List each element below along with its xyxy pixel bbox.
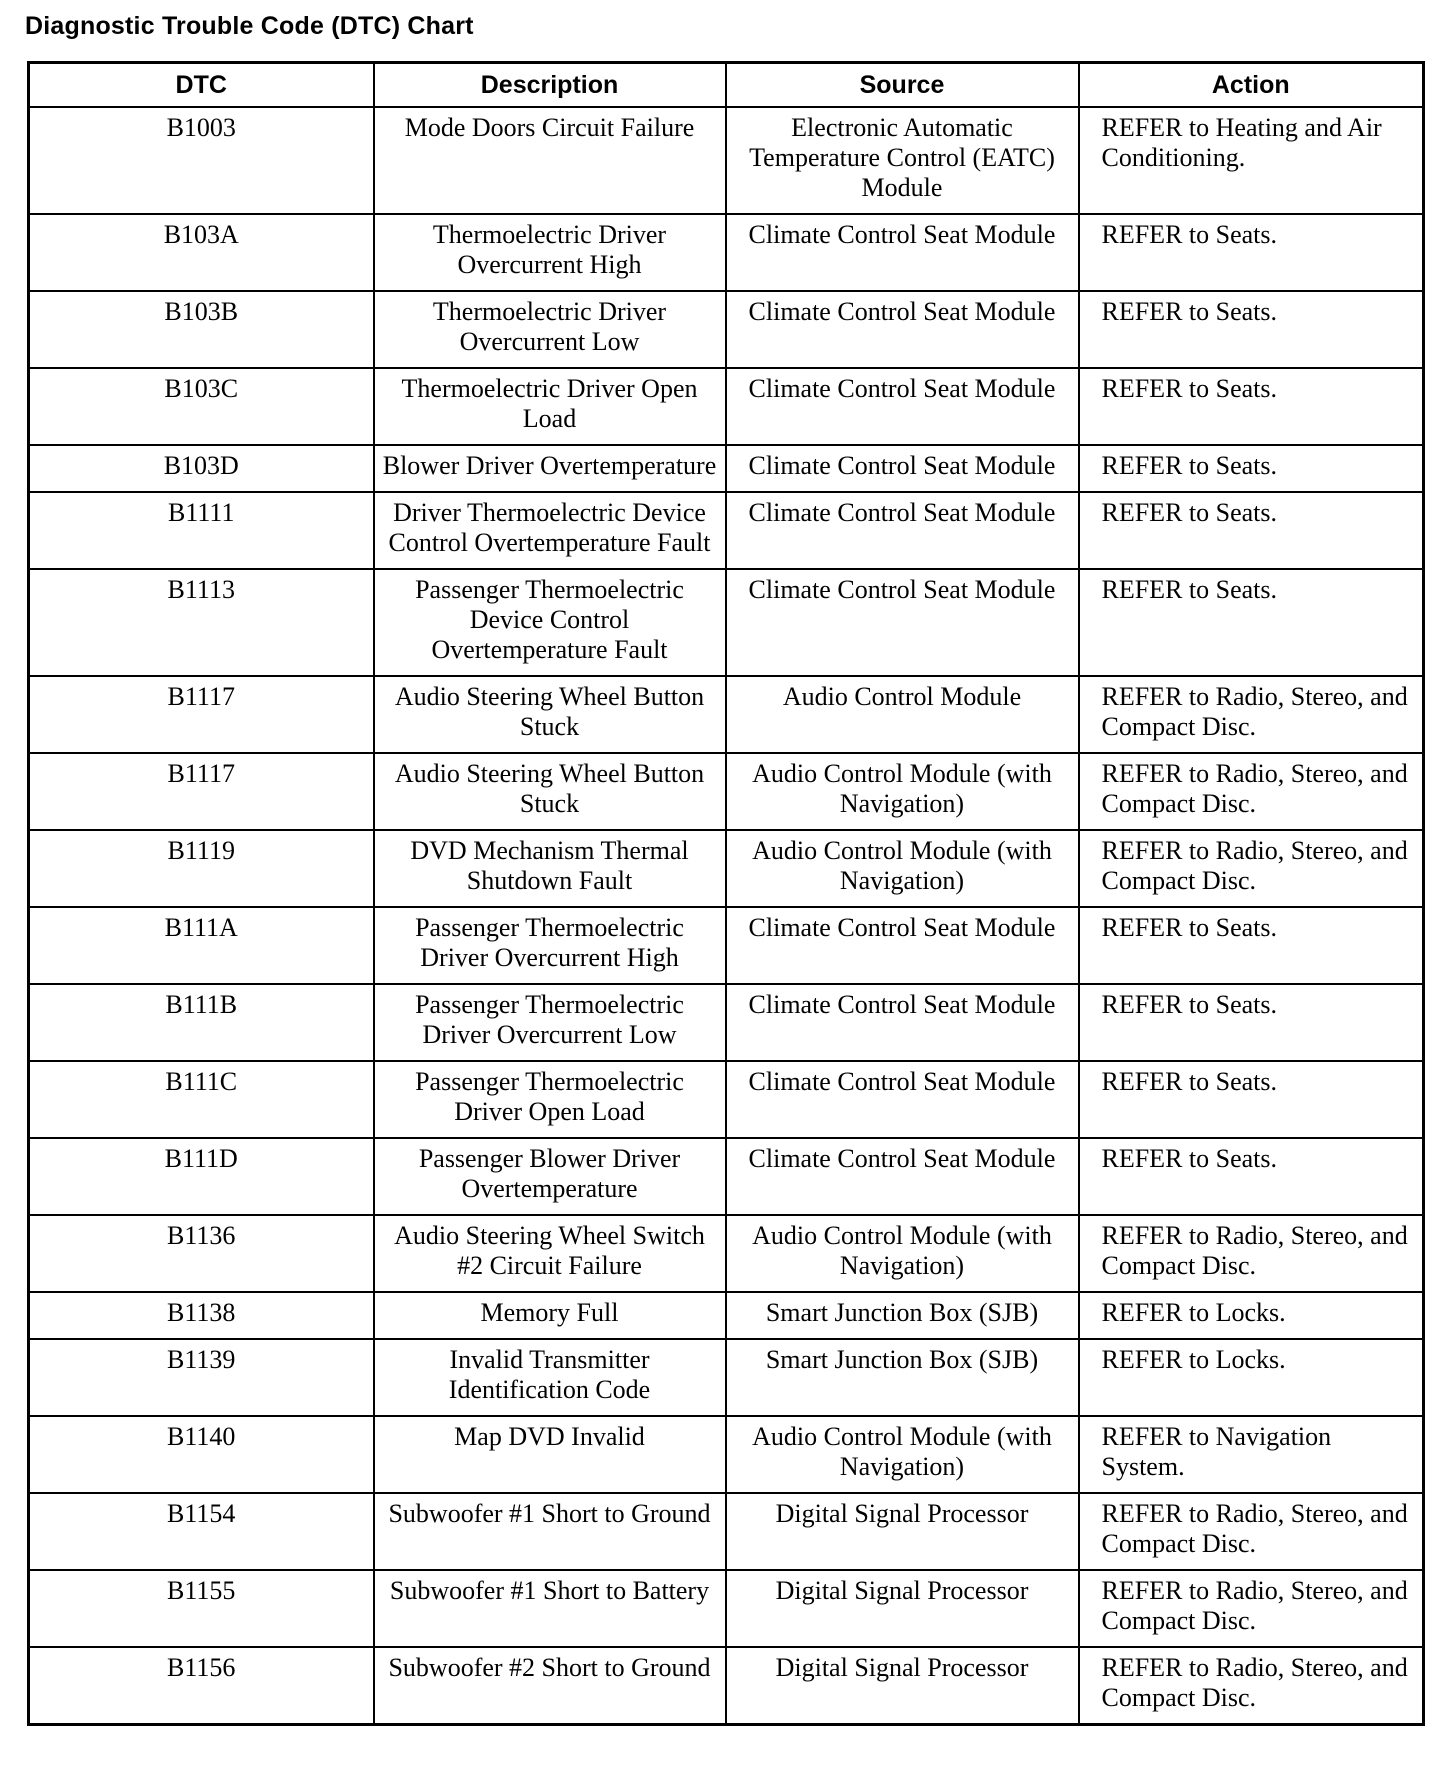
table-row [29,1339,1424,1416]
cell-source: Climate Control Seat Module [726,569,1079,676]
cell-source: Smart Junction Box (SJB) [726,1292,1079,1339]
cell-action: REFER to Heating and Air Conditioning. [1079,107,1424,214]
table-row [29,1061,1424,1138]
table-row [29,753,1424,830]
cell-source: Climate Control Seat Module [726,1138,1079,1215]
cell-action: REFER to Seats. [1079,445,1424,492]
dtc-table [27,61,1425,1726]
cell-source: Audio Control Module [726,676,1079,753]
cell-dtc: B1119 [29,830,374,907]
cell-source: Climate Control Seat Module [726,984,1079,1061]
cell-description: Passenger Thermoelectric Driver Overcurrent Low [374,984,726,1061]
column-header-source: Source [726,63,1079,108]
cell-description: Passenger Blower Driver Overtemperature [374,1138,726,1215]
cell-description: Subwoofer #1 Short to Ground [374,1493,726,1570]
cell-source: Climate Control Seat Module [726,368,1079,445]
table-row [29,676,1424,753]
cell-action: REFER to Seats. [1079,368,1424,445]
cell-source: Audio Control Module (with Navigation) [726,753,1079,830]
cell-action: REFER to Seats. [1079,984,1424,1061]
cell-description: Audio Steering Wheel Switch #2 Circuit Failure [374,1215,726,1292]
cell-source: Smart Junction Box (SJB) [726,1339,1079,1416]
cell-description: Thermoelectric Driver Open Load [374,368,726,445]
cell-action: REFER to Seats. [1079,214,1424,291]
cell-source: Climate Control Seat Module [726,492,1079,569]
cell-source: Climate Control Seat Module [726,291,1079,368]
cell-dtc: B1117 [29,753,374,830]
cell-action: REFER to Seats. [1079,907,1424,984]
cell-dtc: B1136 [29,1215,374,1292]
cell-description: DVD Mechanism Thermal Shutdown Fault [374,830,726,907]
cell-action: REFER to Radio, Stereo, and Compact Disc. [1079,1493,1424,1570]
cell-action: REFER to Radio, Stereo, and Compact Disc. [1079,1570,1424,1647]
cell-description: Map DVD Invalid [374,1416,726,1493]
cell-action: REFER to Radio, Stereo, and Compact Disc. [1079,753,1424,830]
table-row [29,569,1424,676]
table-row [29,830,1424,907]
cell-description: Audio Steering Wheel Button Stuck [374,676,726,753]
table-row [29,1647,1424,1725]
cell-source: Climate Control Seat Module [726,1061,1079,1138]
table-row [29,1570,1424,1647]
cell-source: Digital Signal Processor [726,1647,1079,1725]
cell-action: REFER to Radio, Stereo, and Compact Disc. [1079,830,1424,907]
column-header-action: Action [1079,63,1424,108]
table-row [29,907,1424,984]
cell-action: REFER to Seats. [1079,291,1424,368]
cell-dtc: B103D [29,445,374,492]
table-row [29,1416,1424,1493]
cell-description: Passenger Thermoelectric Driver Overcurrent High [374,907,726,984]
cell-description: Audio Steering Wheel Button Stuck [374,753,726,830]
cell-action: REFER to Radio, Stereo, and Compact Disc. [1079,1215,1424,1292]
table-row [29,1215,1424,1292]
cell-action: REFER to Locks. [1079,1292,1424,1339]
cell-description: Invalid Transmitter Identification Code [374,1339,726,1416]
cell-source: Digital Signal Processor [726,1570,1079,1647]
cell-action: REFER to Navigation System. [1079,1416,1424,1493]
cell-action: REFER to Seats. [1079,569,1424,676]
cell-dtc: B1003 [29,107,374,214]
cell-dtc: B1117 [29,676,374,753]
cell-description: Subwoofer #2 Short to Ground [374,1647,726,1725]
page-title: Diagnostic Trouble Code (DTC) Chart [25,12,474,40]
table-row [29,1138,1424,1215]
column-header-description: Description [374,63,726,108]
cell-dtc: B111D [29,1138,374,1215]
cell-dtc: B1111 [29,492,374,569]
cell-source: Audio Control Module (with Navigation) [726,830,1079,907]
table-body [29,107,1424,1725]
cell-dtc: B103B [29,291,374,368]
table-header [29,63,1424,108]
cell-description: Thermoelectric Driver Overcurrent High [374,214,726,291]
table-row [29,984,1424,1061]
table-row [29,492,1424,569]
cell-source: Audio Control Module (with Navigation) [726,1416,1079,1493]
cell-source: Climate Control Seat Module [726,214,1079,291]
header-row [29,63,1424,108]
cell-source: Digital Signal Processor [726,1493,1079,1570]
cell-dtc: B1156 [29,1647,374,1725]
cell-action: REFER to Radio, Stereo, and Compact Disc. [1079,676,1424,753]
table-row [29,1493,1424,1570]
table-row [29,1292,1424,1339]
cell-dtc: B103C [29,368,374,445]
cell-dtc: B1140 [29,1416,374,1493]
cell-dtc: B111A [29,907,374,984]
cell-dtc: B111C [29,1061,374,1138]
table-row [29,445,1424,492]
cell-dtc: B111B [29,984,374,1061]
cell-source: Climate Control Seat Module [726,445,1079,492]
cell-action: REFER to Seats. [1079,1061,1424,1138]
cell-description: Subwoofer #1 Short to Battery [374,1570,726,1647]
cell-dtc: B1154 [29,1493,374,1570]
table-row [29,214,1424,291]
cell-description: Blower Driver Overtemperature [374,445,726,492]
cell-dtc: B1155 [29,1570,374,1647]
cell-source: Climate Control Seat Module [726,907,1079,984]
cell-description: Memory Full [374,1292,726,1339]
cell-dtc: B1113 [29,569,374,676]
table-row [29,368,1424,445]
cell-dtc: B1139 [29,1339,374,1416]
cell-source: Audio Control Module (with Navigation) [726,1215,1079,1292]
cell-source: Electronic Automatic Temperature Control (EATC) Module [726,107,1079,214]
cell-action: REFER to Locks. [1079,1339,1424,1416]
cell-description: Passenger Thermoelectric Driver Open Load [374,1061,726,1138]
table-row [29,107,1424,214]
cell-description: Driver Thermoelectric Device Control Overtemperature Fault [374,492,726,569]
cell-action: REFER to Seats. [1079,492,1424,569]
cell-action: REFER to Seats. [1079,1138,1424,1215]
cell-action: REFER to Radio, Stereo, and Compact Disc. [1079,1647,1424,1725]
cell-description: Mode Doors Circuit Failure [374,107,726,214]
column-header-dtc: DTC [29,63,374,108]
cell-dtc: B1138 [29,1292,374,1339]
table-row [29,291,1424,368]
cell-description: Passenger Thermoelectric Device Control Overtemperature Fault [374,569,726,676]
cell-dtc: B103A [29,214,374,291]
cell-description: Thermoelectric Driver Overcurrent Low [374,291,726,368]
